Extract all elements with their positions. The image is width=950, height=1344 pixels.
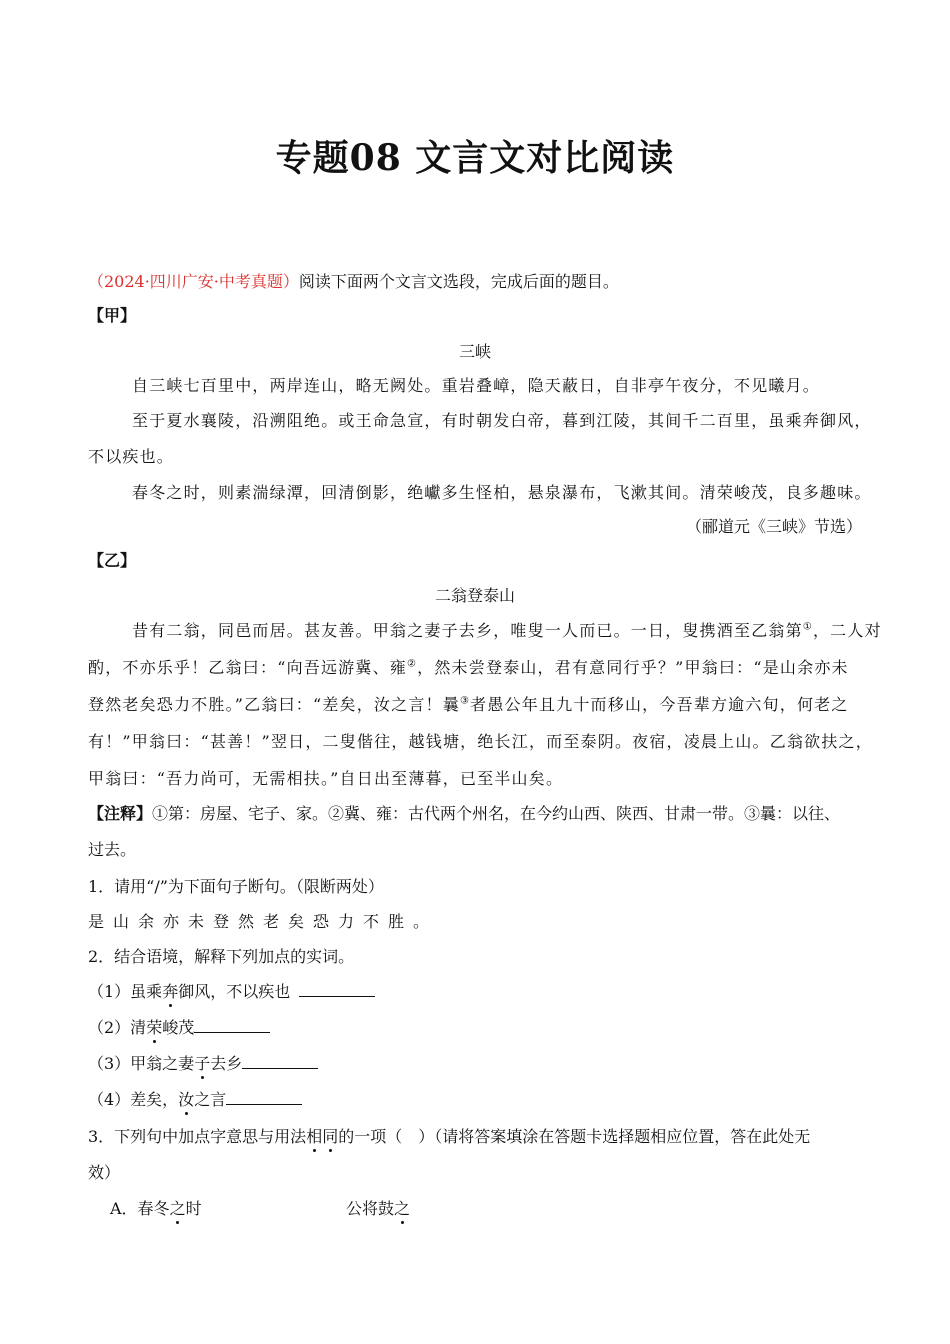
question-1-sentence: 是山余亦未登然老矣恐力不胜。: [88, 912, 439, 931]
item-text-tail: 去乡: [210, 1054, 243, 1073]
jia-paragraph-2: 至于夏水襄陵，沿溯阻绝。或王命急宣，有时朝发白帝，暮到江陵，其间千二百里，虽乘奔御风，: [132, 411, 872, 430]
dotted-word: 同: [322, 1127, 339, 1146]
answer-blank[interactable]: [226, 1090, 302, 1105]
yi-line-2-tail: ，然未尝登泰山，君有意同行乎？”甲翁曰：“是山余亦未: [417, 658, 849, 677]
question-2-item-3: [88, 1054, 862, 1074]
dotted-word: 汝: [178, 1090, 195, 1109]
option-a-pair: [346, 1199, 862, 1219]
dotted-word: 子: [194, 1054, 211, 1073]
note-ref-2: ②: [406, 658, 418, 670]
note-ref-3: ③: [459, 695, 471, 707]
notes-line: [88, 804, 862, 824]
question-2-item-2: [88, 1018, 862, 1038]
question-2-item-1: [88, 982, 862, 1002]
answer-blank[interactable]: [299, 982, 375, 997]
question-3-stem: [88, 1127, 862, 1147]
item-text-tail: 峻茂: [162, 1018, 195, 1037]
yi-line-1: [132, 621, 882, 641]
jia-paragraph-3: 春冬之时，则素湍绿潭，回清倒影，绝巘多生怪柏，悬泉瀑布，飞漱其间。清荣峻茂，良多趣味。: [132, 483, 872, 502]
question-source: （2024·四川广安·中考真题）: [88, 272, 299, 291]
q3-text-tail: 的一项（ ）（请将答案填涂在答题卡选择题相应位置，答在此处无: [338, 1127, 811, 1146]
option-a-text: 时: [185, 1199, 202, 1218]
item-text-tail: 之言: [194, 1090, 227, 1109]
dotted-word: 之: [394, 1199, 411, 1218]
dotted-word: 相: [306, 1127, 323, 1146]
jia-paragraph-2-cont: 不以疾也。: [88, 447, 175, 466]
yi-line-2: [88, 658, 862, 678]
intro-line: [88, 272, 862, 292]
dotted-word: 之: [169, 1199, 186, 1218]
yi-line-2-text: 酌，不亦乐乎！乙翁曰：“向吾远游冀、雍: [88, 658, 407, 677]
option-a-label: A．春冬: [110, 1199, 170, 1218]
dotted-word: 奔: [162, 982, 179, 1001]
yi-line-3-text: 登然老矣恐力不胜。”乙翁曰：“差矣，汝之言！曩: [88, 695, 460, 714]
q3-text: 3．下列句中加点字意思与用法: [88, 1127, 307, 1146]
question-3-stem-cont: 效）: [88, 1163, 121, 1182]
yi-line-5: 甲翁曰：“吾力尚可，无需相扶。”自日出至薄暮，已至半山矣。: [88, 769, 564, 788]
dotted-word: 荣: [146, 1018, 163, 1037]
item-text: （3）甲翁之妻: [88, 1054, 195, 1073]
note-ref-1: ①: [802, 621, 813, 633]
section-label-jia: 【甲】: [88, 306, 137, 325]
intro-instruction: 阅读下面两个文言文选段，完成后面的题目。: [298, 272, 619, 291]
jia-source: （郦道元《三峡》节选）: [685, 517, 862, 536]
question-1-stem: 1．请用“/”为下面句子断句。（限断两处）: [88, 877, 384, 896]
item-text: （2）清: [88, 1018, 147, 1037]
notes-label: 【注释】: [88, 804, 153, 823]
notes-text: ①第：房屋、宅子、家。②冀、雍：古代两个州名，在今约山西、陕西、甘肃一带。③曩：以往、: [152, 804, 841, 823]
item-text: （4）差矣，: [88, 1090, 179, 1109]
passage-heading-yi: 二翁登泰山: [434, 586, 515, 605]
passage-heading-jia: 三峡: [458, 342, 491, 361]
yi-line-1-tail: ，二人对: [812, 621, 882, 640]
answer-blank[interactable]: [194, 1018, 270, 1033]
option-a-pair-text: 公将鼓: [346, 1199, 395, 1218]
item-text: （1）虽乘: [88, 982, 163, 1001]
page-title: 专题08 文言文对比阅读: [275, 137, 675, 179]
question-2-stem: 2．结合语境，解释下列加点的实词。: [88, 947, 355, 966]
item-text-tail: 御风，不以疾也: [178, 982, 296, 1001]
yi-line-4: 有！”甲翁曰：“甚善！”翌日，二叟偕往，越钱塘，绝长江，而至泰阴。夜宿，凌晨上山。乙翁欲扶之，: [88, 732, 873, 751]
jia-paragraph-1: 自三峡七百里中，两岸连山，略无阙处。重岩叠嶂，隐天蔽日，自非亭午夜分，不见曦月。: [132, 376, 821, 395]
notes-cont: 过去。: [88, 840, 137, 859]
yi-line-3-tail: 者愚公年且九十而移山，今吾辈方逾六旬，何老之: [470, 695, 849, 714]
answer-blank[interactable]: [242, 1054, 318, 1069]
yi-line-3: [88, 695, 862, 715]
yi-line-1-text: 昔有二翁，同邑而居。甚友善。甲翁之妻子去乡，唯叟一人而已。一日，叟携酒至乙翁第: [132, 621, 803, 640]
question-2-item-4: [88, 1090, 862, 1110]
section-label-yi: 【乙】: [88, 551, 137, 570]
